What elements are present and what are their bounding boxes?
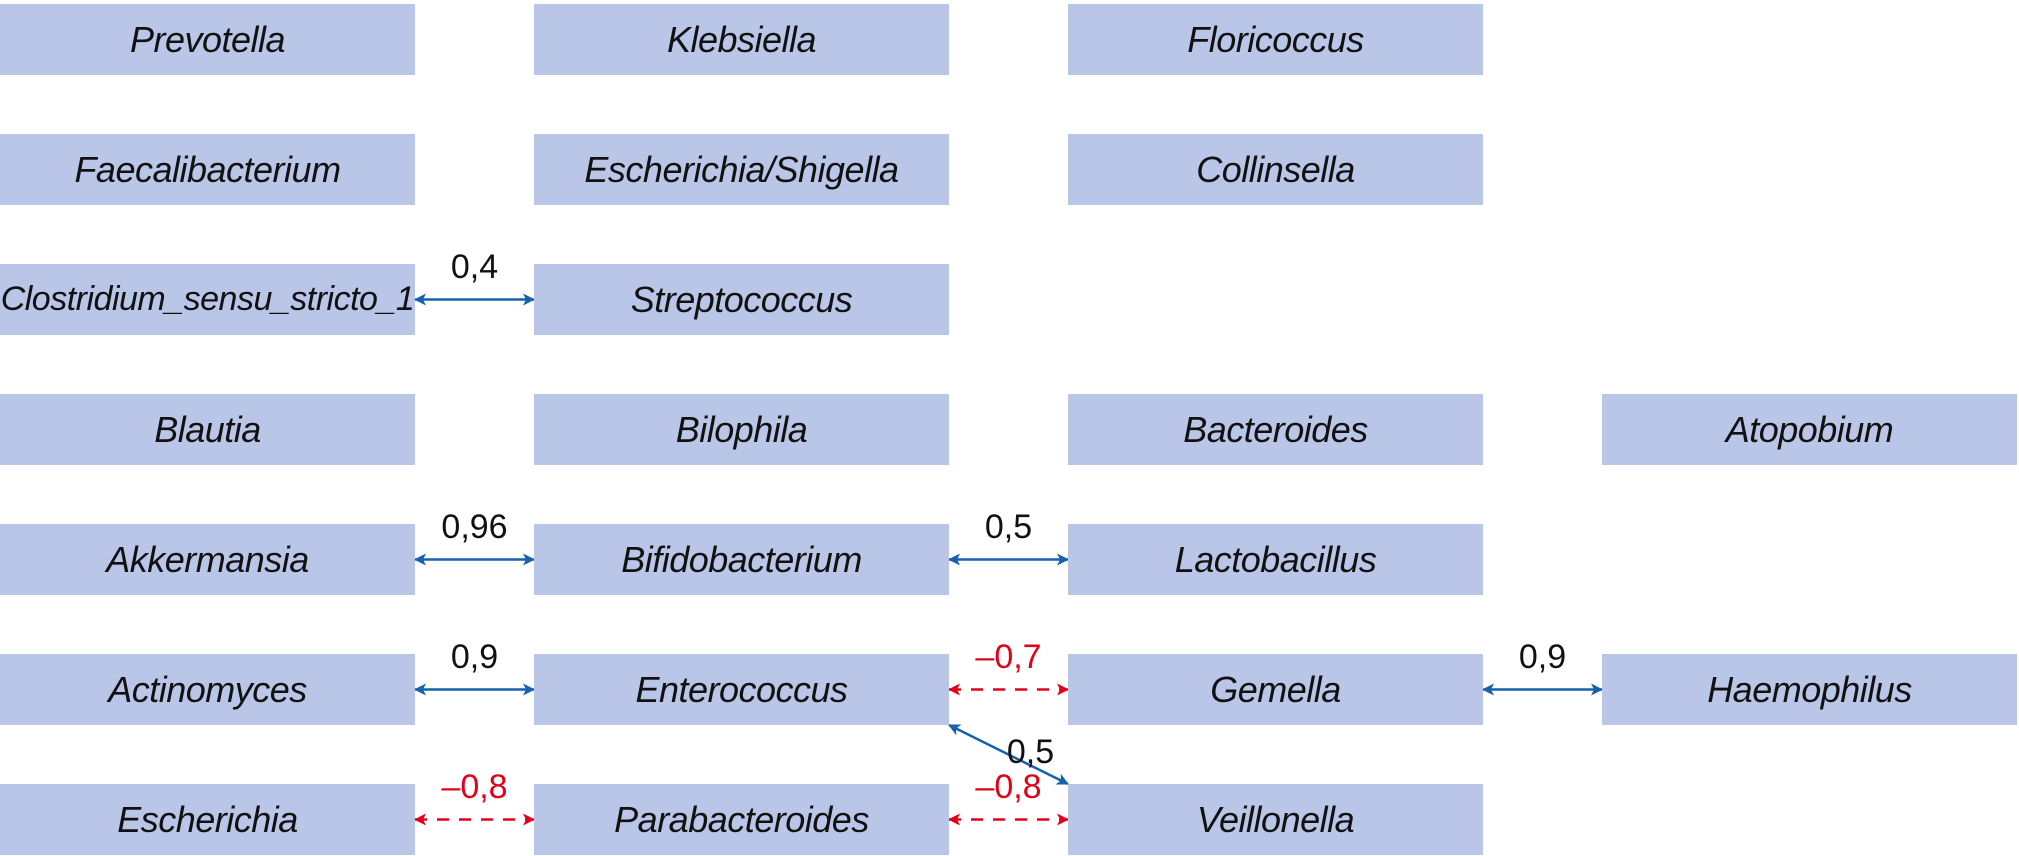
node-blautia: Blautia — [0, 394, 415, 465]
node-atopobium: Atopobium — [1602, 394, 2017, 465]
edge-label-bifidobacterium-lactobacillus: 0,5 — [984, 507, 1033, 546]
node-prevotella: Prevotella — [0, 4, 415, 75]
node-streptococcus: Streptococcus — [534, 264, 949, 335]
node-actinomyces: Actinomyces — [0, 654, 415, 725]
node-enterococcus: Enterococcus — [534, 654, 949, 725]
edge-label-actinomyces-enterococcus: 0,9 — [450, 637, 499, 676]
node-escherichia-shigella: Escherichia/Shigella — [534, 134, 949, 205]
node-escherichia: Escherichia — [0, 784, 415, 855]
node-klebsiella: Klebsiella — [534, 4, 949, 75]
edge-label-enterococcus-gemella: –0,7 — [975, 637, 1042, 676]
node-collinsella: Collinsella — [1068, 134, 1483, 205]
edge-label-enterococcus-veillonella: 0,5 — [1006, 732, 1055, 771]
node-gemella: Gemella — [1068, 654, 1483, 725]
node-lactobacillus: Lactobacillus — [1068, 524, 1483, 595]
edge-label-akkermansia-bifidobacterium: 0,96 — [441, 507, 508, 546]
edge-label-clostridium-streptococcus: 0,4 — [450, 247, 499, 286]
node-akkermansia: Akkermansia — [0, 524, 415, 595]
node-veillonella: Veillonella — [1068, 784, 1483, 855]
edge-label-parabacteroides-veillonella: –0,8 — [975, 767, 1042, 806]
node-floricoccus: Floricoccus — [1068, 4, 1483, 75]
edge-label-escherichia-parabacteroides: –0,8 — [441, 767, 508, 806]
node-bacteroides: Bacteroides — [1068, 394, 1483, 465]
edge-label-gemella-haemophilus: 0,9 — [1518, 637, 1567, 676]
node-parabacteroides: Parabacteroides — [534, 784, 949, 855]
node-haemophilus: Haemophilus — [1602, 654, 2017, 725]
node-faecalibacterium: Faecalibacterium — [0, 134, 415, 205]
node-clostridium: Clostridium_sensu_stricto_1 — [0, 264, 415, 335]
node-bilophila: Bilophila — [534, 394, 949, 465]
node-bifidobacterium: Bifidobacterium — [534, 524, 949, 595]
